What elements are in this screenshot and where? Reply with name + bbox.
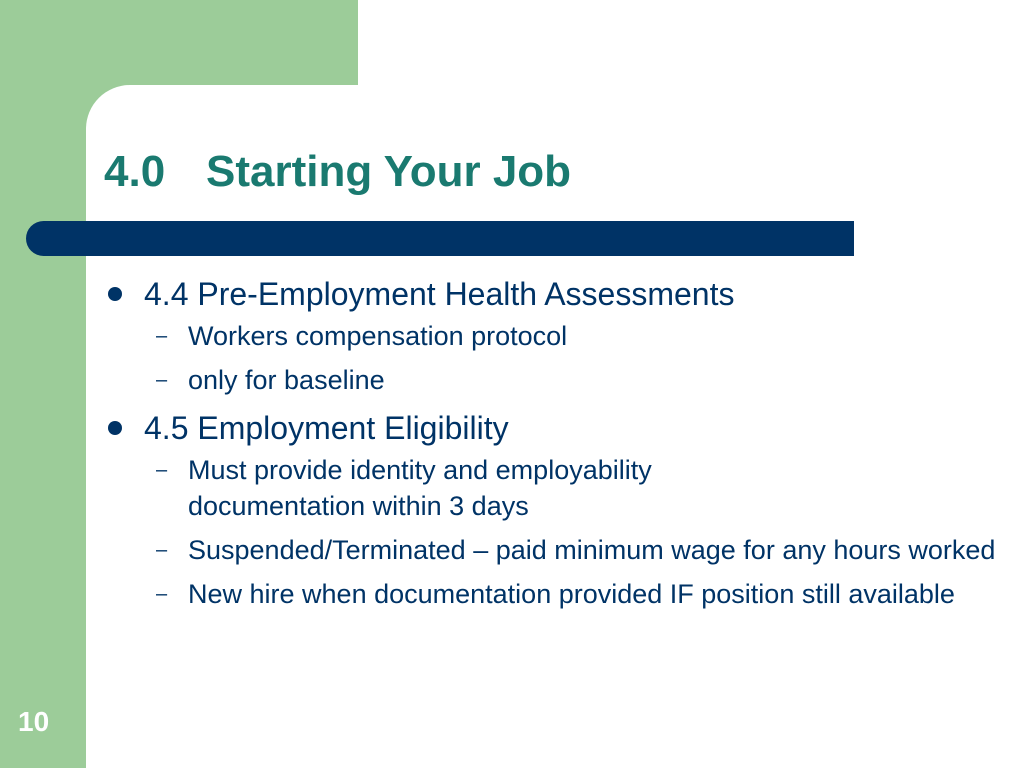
slide-number: 10 [18,706,50,737]
sub-bullet-item [104,318,1004,354]
sub-bullet-text: Suspended/Terminated – paid minimum wage for any hours worked [188,535,996,565]
title-label: Starting Your Job [206,147,572,196]
bullet-item-employment-eligibility [104,406,1004,450]
bullet-dot-icon [108,287,122,301]
bullet-dot-icon [108,421,122,435]
slide-title [104,142,571,202]
sub-bullet-text: only for baseline [188,365,385,395]
dash-icon: – [156,369,168,391]
sub-bullet-item [104,452,818,524]
title-number: 4.0 [104,147,166,196]
title-underline-bar [26,221,854,256]
bullet-list [104,268,1004,620]
sub-bullet-item [104,532,1008,568]
sub-bullet-item [104,362,1004,398]
dash-icon: – [156,583,168,605]
sub-bullet-text: Workers compensation protocol [188,321,568,351]
sub-bullet-text: Must provide identity and employability documentation within 3 days [188,455,652,521]
sub-bullet-text: New hire when documentation provided IF position still available [188,579,955,609]
dash-icon: – [156,459,168,481]
bullet-text: 4.5 Employment Eligibility [144,410,509,446]
green-left-strip [0,0,86,768]
bullet-item-health-assessments [104,272,1004,316]
dash-icon: – [156,539,168,561]
bullet-text: 4.4 Pre-Employment Health Assessments [144,276,735,312]
sub-bullet-item [104,576,978,612]
dash-icon: – [156,325,168,347]
